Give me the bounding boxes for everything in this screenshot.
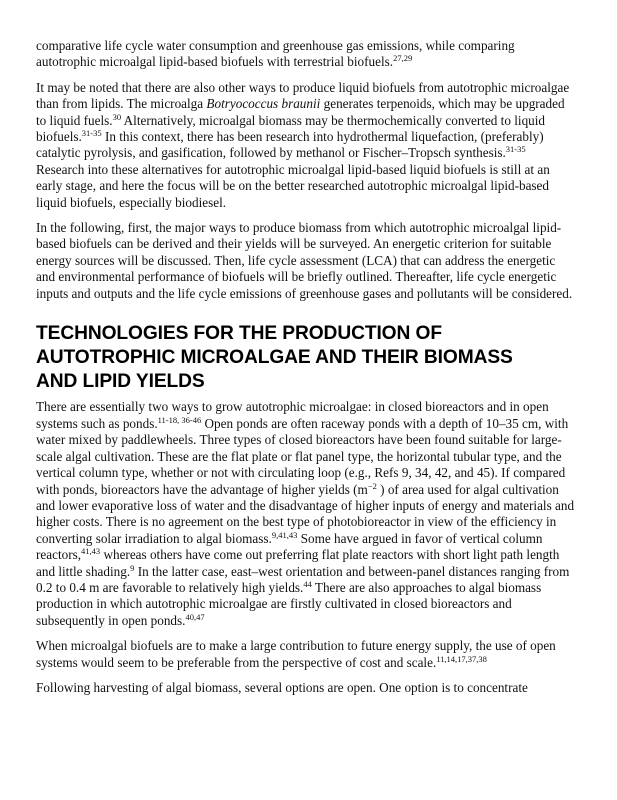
section-heading-line-2: AUTOTROPHIC MICROALGAE AND THEIR BIOMASS <box>36 346 513 368</box>
section-heading-line-3: AND LIPID YIELDS <box>36 370 205 392</box>
paragraph-growth-systems: There are essentially two ways to grow autotrophic microalgae: in closed bioreactors and in open systems such as ponds.$^{11-18, 36-46}$ Open ponds are often raceway ponds with a depth of 10–35 cm, with water mixed by paddlewheels. Three types of closed bioreactors have been found suitable for large-scale algal cultivation. These are the flat plate or flat panel type, the horizontal tubular type, and the vertical column type, whether or not with circulating loop (e.g., Refs 9, 34, 42, and 45). If compared with ponds, bioreactors have the advantage of higher yields ($m^{-2}$ ) of area used for algal cultivation and lower evaporative loss of water and the disadvantage of higher inputs of energy and materials and higher costs. There is no agreement on the best type of photobioreactor in view of the efficiency in converting solar irradiation to algal biomass.$^{9,41,43}$ Some have argued in favor of vertical column reactors,$^{41,43}$ whereas others have come out preferring flat plate reactors with short light path length and little shading.$^9$ In the latter case, east–west orientation and between-panel distances ranging from 0.2 to 0.4 m are favorable to relatively high yields.$^{44}$ There are also approaches to algal biomass production in which autotrophic microalgae are firstly cultivated in closed bioreactors and subsequently in open ponds.$^{40,47}$ <box>36 399 575 628</box>
citation: 41,43 <box>81 546 101 557</box>
section-heading <box>36 322 577 393</box>
citation: 44 <box>303 578 312 589</box>
paragraph-other-biofuel-routes: It may be noted that there are also other ways to produce liquid biofuels from autotrophic microalgae than from lipids. The microalga Botryococcus braunii generates terpenoids, which may be upgraded to liquid fuels.$^{30}$ Alternatively, microalgal biomass may be thermochemically converted to liquid biofuels.$^{31-35}$ In this context, there has been research into hydrothermal liquefaction, (preferably) catalytic pyrolysis, and gasification, followed by methanol or Fischer–Tropsch synthesis.$^{31-35}$ Research into these alternatives for autotrophic microalgal lipid-based liquid biofuels is still at an early stage, and here the focus will be on the better researched autotrophic microalgal lipid-based liquid biofuels, especially biodiesel. <box>36 79 570 210</box>
paragraph-intro-continued: comparative life cycle water consumption and greenhouse gas emissions, while comparing autotrophic microalgal lipid-based biofuels with terrestrial biofuels.$^{27,29}$ <box>36 38 515 70</box>
species-name: Botryococcus braunii <box>206 96 321 112</box>
citation: 11,14,17,37,38 <box>436 653 487 664</box>
document-page <box>36 38 577 705</box>
citation: 31-35 <box>505 144 526 155</box>
paragraph-outline: In the following, first, the major ways to produce biomass from which autotrophic microalgal lipid-based biofuels can be derived and their yields will be surveyed. An energetic criterion for suitable energy sources will be discussed. Then, life cycle assessment (LCA) that can address the energetic and environmental performance of biofuels will be briefly outlined. Thereafter, life cycle energetic inputs and outputs and the life cycle emissions of greenhouse gases and pollutants will be considered. <box>36 220 573 301</box>
paragraph-open-systems: When microalgal biofuels are to make a large contribution to future energy supply, the use of open systems would seem to be preferable from the perspective of cost and scale.$^{11,14,17,37,38}$ <box>36 638 556 670</box>
citation: 9,41,43 <box>271 529 298 540</box>
citation: 27,29 <box>393 53 413 64</box>
unit-exponent: −2 <box>367 480 377 491</box>
citation: 30 <box>112 111 122 122</box>
citation: 40,47 <box>185 611 205 622</box>
paragraph-harvesting: Following harvesting of algal biomass, several options are open. One option is to concentrate <box>36 679 528 695</box>
citation: 31-35 <box>81 128 102 139</box>
citation: 9 <box>130 562 135 573</box>
section-heading-line-1: TECHNOLOGIES FOR THE PRODUCTION OF <box>36 323 442 345</box>
citation: 11-18, 36-46 <box>157 414 202 425</box>
